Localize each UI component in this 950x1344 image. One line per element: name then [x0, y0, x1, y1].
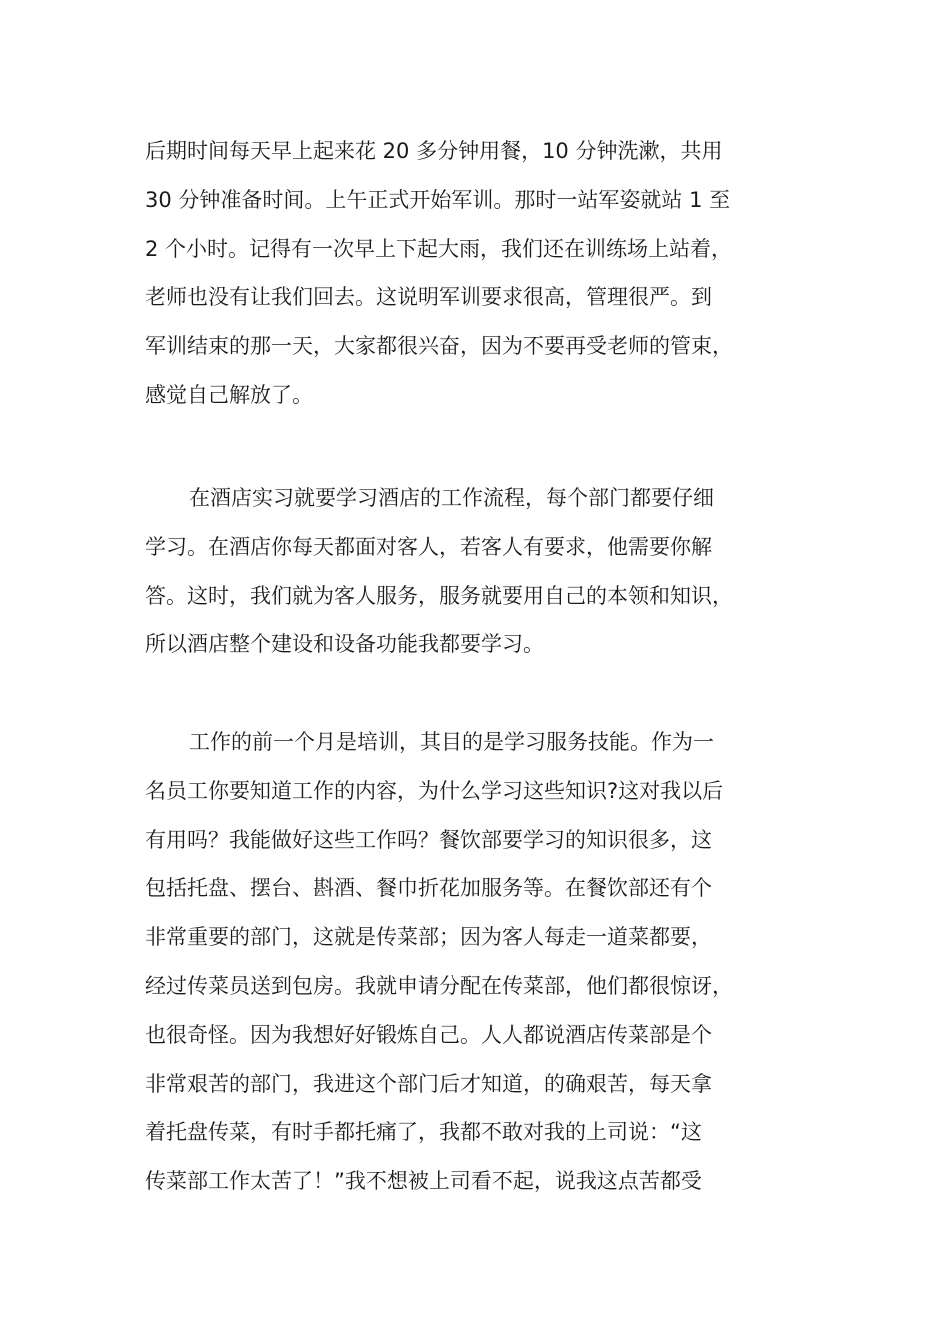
- text-line: 答。这时，我们就为客人服务，服务就要用自己的本领和知识，: [145, 583, 733, 608]
- text-line: 后期时间每天早上起来花 20 多分钟用餐，10 分钟洗漱，共用: [145, 139, 723, 163]
- text-line: 老师也没有让我们回去。这说明军训要求很高，管理很严。到: [145, 285, 712, 310]
- text-line: 工作的前一个月是培训，其目的是学习服务技能。作为一: [189, 730, 714, 754]
- text-line: 也很奇怪。因为我想好好锻炼自己。人人都说酒店传菜部是个: [145, 1022, 712, 1047]
- text-line: 传菜部工作太苦了！”我不想被上司看不起，说我这点苦都受: [145, 1169, 702, 1194]
- paragraph-hotel-internship: [145, 474, 815, 669]
- text-line: 非常艰苦的部门，我进这个部门后才知道，的确艰苦，每天拿: [145, 1071, 712, 1096]
- text-line: 30 分钟准备时间。上午正式开始军训。那时一站军姿就站 1 至: [145, 187, 731, 212]
- text-line: 着托盘传菜，有时手都托痛了，我都不敢对我的上司说：“这: [145, 1120, 702, 1145]
- paragraph-military-training: [145, 127, 815, 420]
- text-line: 经过传菜员送到包房。我就申请分配在传菜部，他们都很惊讶，: [145, 973, 733, 998]
- text-line: 包括托盘、摆台、斟酒、餐巾折花加服务等。在餐饮部还有个: [145, 876, 712, 901]
- text-line: 感觉自己解放了。: [145, 382, 313, 407]
- text-line: 学习。在酒店你每天都面对客人，若客人有要求，他需要你解: [145, 534, 712, 559]
- text-line: 2 个小时。记得有一次早上下起大雨，我们还在训练场上站着，: [145, 236, 733, 261]
- text-line: 有用吗？我能做好这些工作吗？餐饮部要学习的知识很多，这: [145, 827, 712, 852]
- text-line: 所以酒店整个建设和设备功能我都要学习。: [145, 632, 544, 657]
- text-line: 名员工你要知道工作的内容，为什么学习这些知识?这对我以后: [145, 778, 724, 803]
- paragraph-training-month: [145, 718, 815, 1206]
- text-line: 在酒店实习就要学习酒店的工作流程，每个部门都要仔细: [189, 486, 714, 510]
- text-line: 非常重要的部门，这就是传菜部；因为客人每走一道菜都要，: [145, 925, 712, 950]
- text-line: 军训结束的那一天，大家都很兴奋，因为不要再受老师的管束，: [145, 334, 733, 359]
